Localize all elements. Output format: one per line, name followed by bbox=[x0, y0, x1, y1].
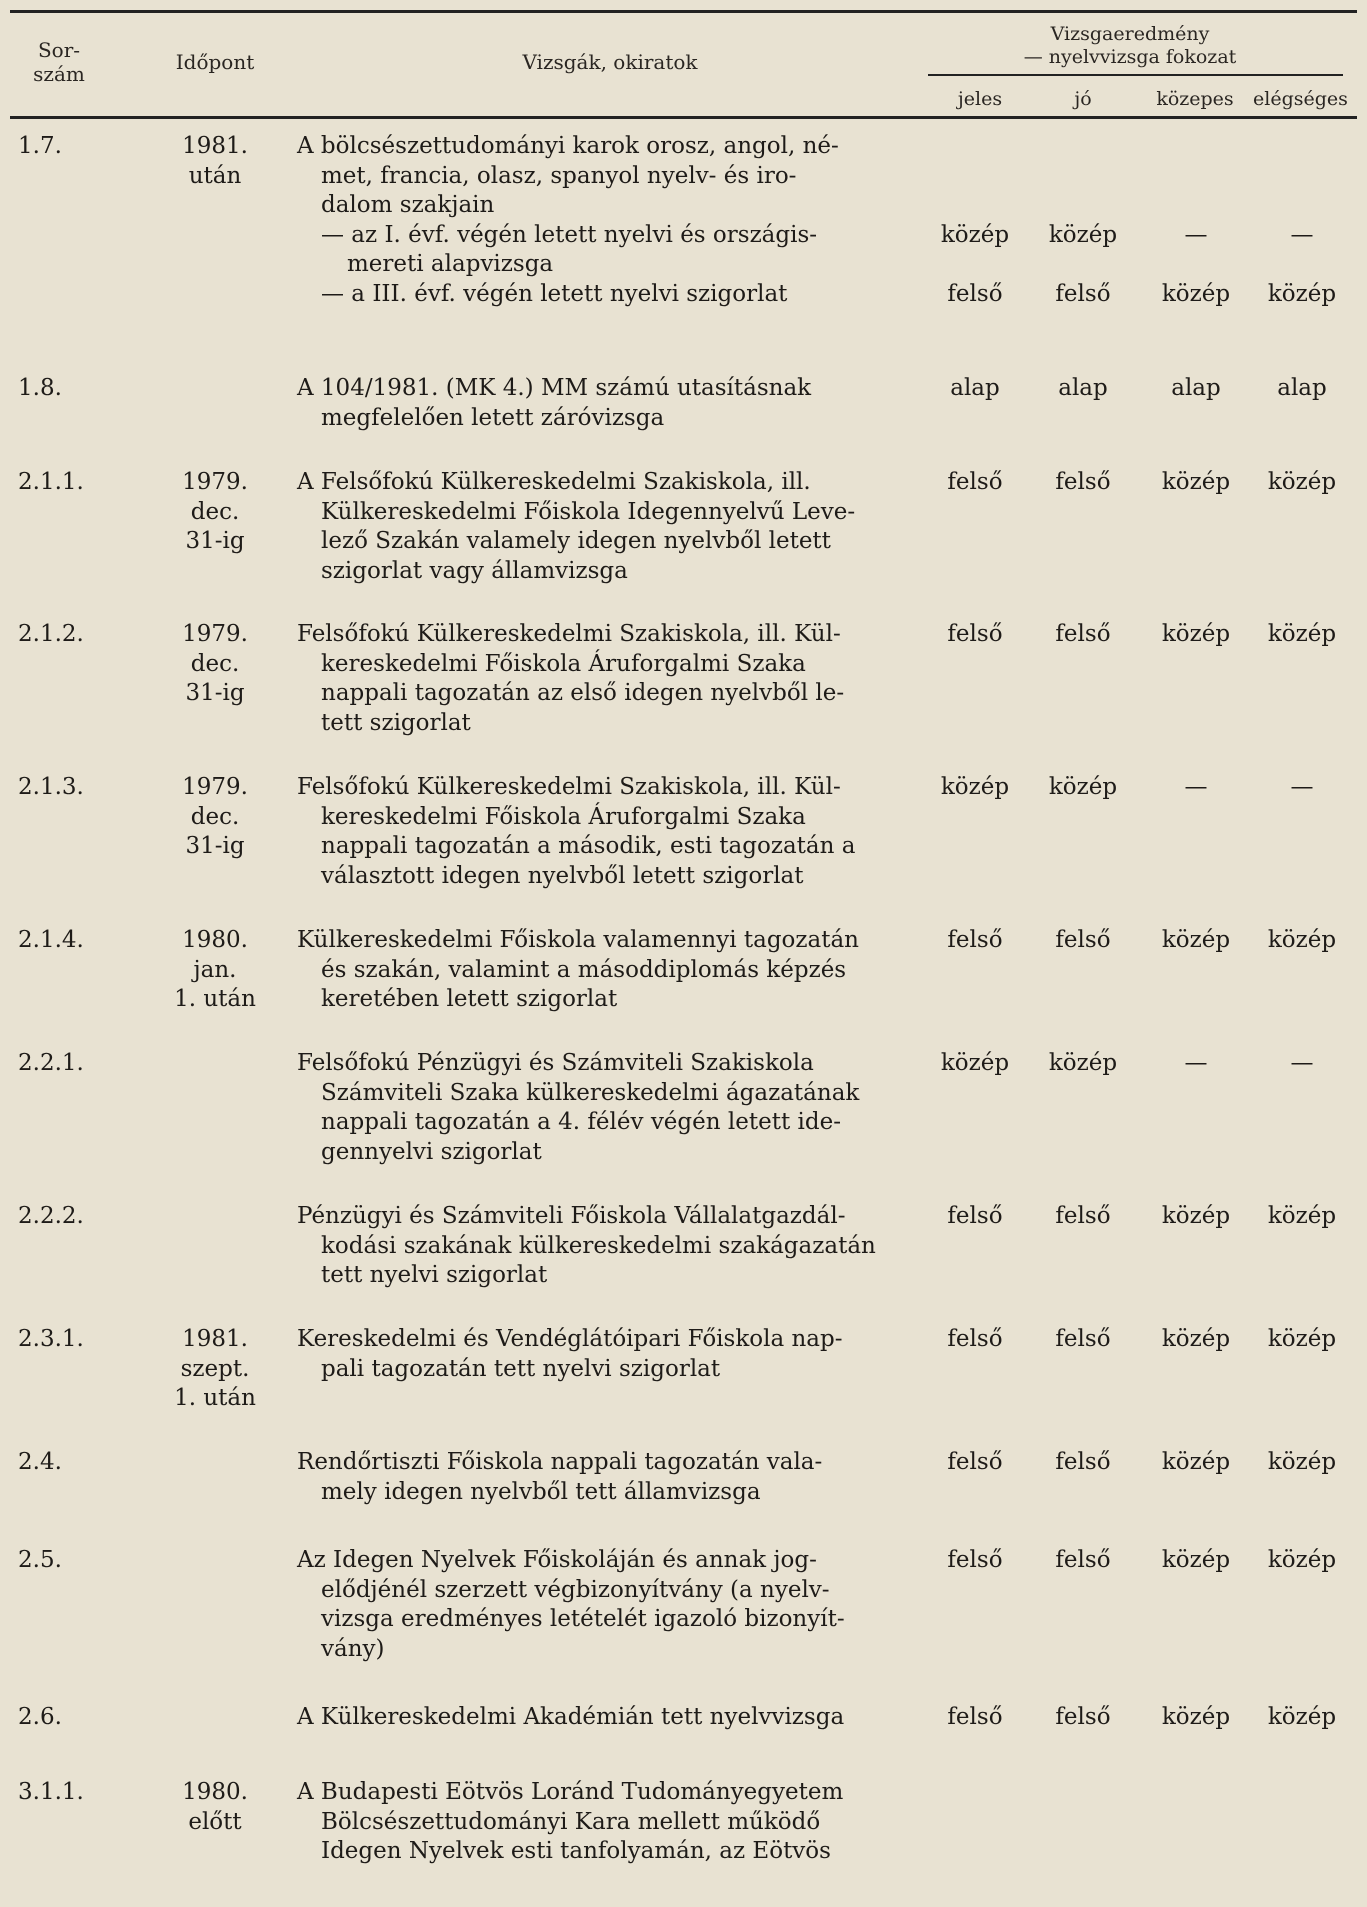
row-description-line: mereti alapvizsga bbox=[347, 251, 554, 277]
row-description-line: Az Idegen Nyelvek Főiskoláján és annak jog- bbox=[297, 1547, 817, 1573]
grade-cell-jeles: közép bbox=[940, 774, 1010, 800]
header-grade-jo: jó bbox=[1074, 88, 1092, 110]
row-description bbox=[297, 773, 919, 891]
row-number: 2.6. bbox=[18, 1704, 62, 1730]
row-description bbox=[297, 1202, 919, 1291]
row-description bbox=[297, 926, 919, 1015]
grade-cell-elgsges: közép bbox=[1267, 469, 1337, 495]
row-date: 1980. előtt bbox=[182, 1779, 248, 1835]
row-description-line: tett szigorlat bbox=[321, 709, 471, 736]
grade-cell-j: felső bbox=[1055, 927, 1111, 953]
grade-cell-j: felső bbox=[1055, 469, 1111, 495]
row-description bbox=[297, 1448, 919, 1507]
row-description-line: Kereskedelmi és Vendéglátóipari Főiskola nap- bbox=[297, 1326, 843, 1352]
row-description bbox=[297, 1325, 919, 1384]
header-vizsgak: Vizsgák, okiratok bbox=[522, 50, 698, 74]
row-description-line: elődjénél szerzett végbizonyítvány (a nyelv- bbox=[321, 1576, 830, 1603]
row-description bbox=[297, 1546, 919, 1664]
row-date: 1979. dec. 31-ig bbox=[182, 774, 248, 859]
grade-cell-elgsges: — bbox=[1290, 1050, 1314, 1076]
row-number: 2.3.1. bbox=[18, 1326, 84, 1352]
grade-cell-jeles: felső bbox=[947, 927, 1003, 953]
grade-cell-kzepes: — bbox=[1184, 774, 1208, 800]
row-date: 1980. jan. 1. után bbox=[174, 927, 256, 1012]
grade-cell-j: közép bbox=[1048, 221, 1118, 248]
row-description bbox=[297, 374, 919, 433]
row-description-line: mely idegen nyelvből tett államvizsga bbox=[321, 1478, 761, 1505]
row-number: 2.1.4. bbox=[18, 927, 84, 953]
row-description-line: pali tagozatán tett nyelvi szigorlat bbox=[321, 1355, 721, 1382]
header-eredmeny-title: Vizsgaeredmény bbox=[1050, 23, 1210, 45]
row-number: 2.2.1. bbox=[18, 1050, 84, 1076]
row-description-line: — az I. évf. végén letett nyelvi és országis- bbox=[321, 221, 818, 248]
row-number: 2.1.3. bbox=[18, 774, 84, 800]
row-description-line: szigorlat vagy államvizsga bbox=[321, 557, 628, 584]
grade-cell-j: alap bbox=[1058, 375, 1108, 401]
grade-cell-kzepes: — bbox=[1184, 221, 1208, 248]
row-description-line: választott idegen nyelvből letett szigorlat bbox=[321, 862, 804, 889]
header-grade-kozepes: közepes bbox=[1156, 88, 1234, 110]
grade-cell-kzepes: közép bbox=[1161, 621, 1231, 647]
result-underline bbox=[928, 74, 1343, 76]
row-description-line: A bölcsészettudományi karok orosz, angol, né- bbox=[297, 133, 839, 159]
row-description bbox=[297, 468, 919, 586]
grade-cell-kzepes: közép bbox=[1161, 927, 1231, 953]
header-grade-jeles: jeles bbox=[957, 88, 1003, 110]
row-description-line: nappali tagozatán a 4. félév végén letett ide- bbox=[321, 1109, 841, 1135]
row-description-line: tett nyelvi szigorlat bbox=[321, 1262, 548, 1288]
grade-cell-jeles: felső bbox=[947, 621, 1003, 647]
grade-cell-kzepes: — bbox=[1184, 1050, 1208, 1076]
grade-cell-j: felső bbox=[1055, 1203, 1111, 1229]
row-description-line: kereskedelmi Főiskola Áruforgalmi Szaka bbox=[321, 803, 806, 830]
row-description-line: vizsga eredményes letételét igazoló bizonyít- bbox=[321, 1606, 845, 1632]
row-description-line: kereskedelmi Főiskola Áruforgalmi Szaka bbox=[321, 650, 806, 677]
row-description-line: nappali tagozatán az első idegen nyelvből le- bbox=[321, 680, 845, 706]
grade-cell-jeles: felső bbox=[947, 469, 1003, 495]
grade-cell-elgsges: — bbox=[1290, 774, 1314, 800]
grade-cell-j: közép bbox=[1048, 774, 1118, 800]
row-description bbox=[297, 620, 919, 738]
row-description-line: met, francia, olasz, spanyol nyelv- és iro- bbox=[321, 162, 797, 189]
row-number: 2.2.2. bbox=[18, 1203, 84, 1229]
row-description-line: megfelelően letett záróvizsga bbox=[321, 404, 665, 431]
row-description-line: Rendőrtiszti Főiskola nappali tagozatán vala- bbox=[297, 1449, 823, 1475]
grade-cell-kzepes: közép bbox=[1161, 469, 1231, 495]
grade-cell-j: közép bbox=[1048, 1050, 1118, 1076]
grade-cell-jeles: közép bbox=[940, 221, 1010, 248]
row-description bbox=[297, 1778, 919, 1867]
row-number: 2.4. bbox=[18, 1449, 62, 1475]
grade-cell-j: felső bbox=[1055, 1326, 1111, 1352]
grade-cell-elgsges: — bbox=[1290, 221, 1314, 248]
grade-cell-j: felső bbox=[1055, 280, 1111, 307]
grade-cell-elgsges: közép bbox=[1267, 927, 1337, 953]
row-description-line: A Felsőfokú Külkereskedelmi Szakiskola, ill. bbox=[297, 469, 811, 495]
header-idopont: Időpont bbox=[175, 50, 255, 74]
row-description-line: Külkereskedelmi Főiskola valamennyi tagozatán bbox=[297, 927, 859, 953]
row-description-line: Idegen Nyelvek esti tanfolyamán, az Eötvös bbox=[321, 1838, 831, 1864]
row-description-line: keretében letett szigorlat bbox=[321, 986, 618, 1012]
row-description-line: kodási szakának külkereskedelmi szakágazatán bbox=[321, 1232, 876, 1259]
grade-cell-kzepes: közép bbox=[1161, 1449, 1231, 1475]
grade-cell-jeles: felső bbox=[947, 1547, 1003, 1573]
row-date: 1981. után bbox=[182, 133, 248, 189]
row-date: 1979. dec. 31-ig bbox=[182, 621, 248, 706]
grade-cell-elgsges: közép bbox=[1267, 1547, 1337, 1573]
grade-cell-kzepes: közép bbox=[1161, 1203, 1231, 1229]
row-date: 1979. dec. 31-ig bbox=[182, 469, 248, 554]
row-description-line: A Külkereskedelmi Akadémián tett nyelvvizsga bbox=[297, 1704, 845, 1730]
grade-cell-j: felső bbox=[1055, 621, 1111, 647]
grade-cell-j: felső bbox=[1055, 1449, 1111, 1475]
row-number: 2.5. bbox=[18, 1547, 62, 1573]
grade-cell-kzepes: közép bbox=[1161, 1704, 1231, 1730]
grade-cell-j: felső bbox=[1055, 1704, 1111, 1730]
row-description-line: — a III. évf. végén letett nyelvi szigorlat bbox=[321, 280, 788, 307]
grade-cell-kzepes: közép bbox=[1161, 280, 1231, 307]
top-rule bbox=[10, 10, 1357, 13]
grade-cell-jeles: közép bbox=[940, 1050, 1010, 1076]
grade-cell-elgsges: közép bbox=[1267, 1704, 1337, 1730]
row-description-line: Külkereskedelmi Főiskola Idegennyelvű Leve- bbox=[321, 498, 856, 525]
grade-cell-elgsges: közép bbox=[1267, 1326, 1337, 1352]
row-description-line: nappali tagozatán a második, esti tagozatán a bbox=[321, 833, 856, 859]
row-description-line: Bölcsészettudományi Kara mellett működő bbox=[321, 1808, 821, 1835]
row-description-line: Felsőfokú Külkereskedelmi Szakiskola, ill. Kül- bbox=[297, 621, 841, 647]
grade-cell-jeles: felső bbox=[947, 280, 1003, 307]
row-number: 2.1.2. bbox=[18, 621, 84, 647]
row-number: 1.7. bbox=[18, 133, 62, 159]
header-grade-elegseges: elégséges bbox=[1253, 88, 1348, 110]
grade-cell-kzepes: alap bbox=[1171, 375, 1221, 401]
row-number: 3.1.1. bbox=[18, 1779, 84, 1805]
row-description-line: vány) bbox=[321, 1635, 385, 1662]
row-description-line: A 104/1981. (MK 4.) MM számú utasításnak bbox=[297, 375, 812, 401]
grade-cell-jeles: alap bbox=[950, 375, 1000, 401]
row-date: 1981. szept. 1. után bbox=[174, 1326, 256, 1411]
grade-cell-kzepes: közép bbox=[1161, 1547, 1231, 1573]
header-bottom-rule bbox=[10, 116, 1357, 119]
row-description-line: lező Szakán valamely idegen nyelvből letett bbox=[321, 528, 831, 554]
grade-cell-jeles: felső bbox=[947, 1203, 1003, 1229]
grade-cell-elgsges: közép bbox=[1267, 1203, 1337, 1229]
grade-cell-kzepes: közép bbox=[1161, 1326, 1231, 1352]
grade-cell-elgsges: közép bbox=[1267, 280, 1337, 307]
grade-cell-jeles: felső bbox=[947, 1449, 1003, 1475]
row-description-line: Felsőfokú Pénzügyi és Számviteli Szakiskola bbox=[297, 1050, 814, 1076]
row-description bbox=[297, 1703, 919, 1733]
row-description-line: dalom szakjain bbox=[321, 192, 495, 218]
grade-cell-elgsges: közép bbox=[1267, 621, 1337, 647]
grade-cell-jeles: felső bbox=[947, 1704, 1003, 1730]
grade-cell-elgsges: alap bbox=[1277, 375, 1327, 401]
row-description-line: A Budapesti Eötvös Loránd Tudományegyetem bbox=[297, 1779, 844, 1805]
row-number: 1.8. bbox=[18, 375, 62, 401]
row-number: 2.1.1. bbox=[18, 469, 84, 495]
grade-cell-j: felső bbox=[1055, 1547, 1111, 1573]
row-description-line: Felsőfokú Külkereskedelmi Szakiskola, ill. Kül- bbox=[297, 774, 841, 800]
row-description-line: Pénzügyi és Számviteli Főiskola Vállalatgazdál- bbox=[297, 1203, 846, 1229]
row-description bbox=[297, 132, 919, 309]
header-sorszam: Sor- szám bbox=[33, 38, 85, 86]
row-description-line: Számviteli Szaka külkereskedelmi ágazatának bbox=[321, 1079, 860, 1106]
grade-cell-jeles: felső bbox=[947, 1326, 1003, 1352]
row-description-line: gennyelvi szigorlat bbox=[321, 1138, 542, 1165]
row-description bbox=[297, 1049, 919, 1167]
grade-cell-elgsges: közép bbox=[1267, 1449, 1337, 1475]
row-description-line: és szakán, valamint a másoddiplomás képzés bbox=[321, 956, 847, 983]
header-eredmeny-subtitle: — nyelvvizsga fokozat bbox=[1023, 46, 1237, 68]
